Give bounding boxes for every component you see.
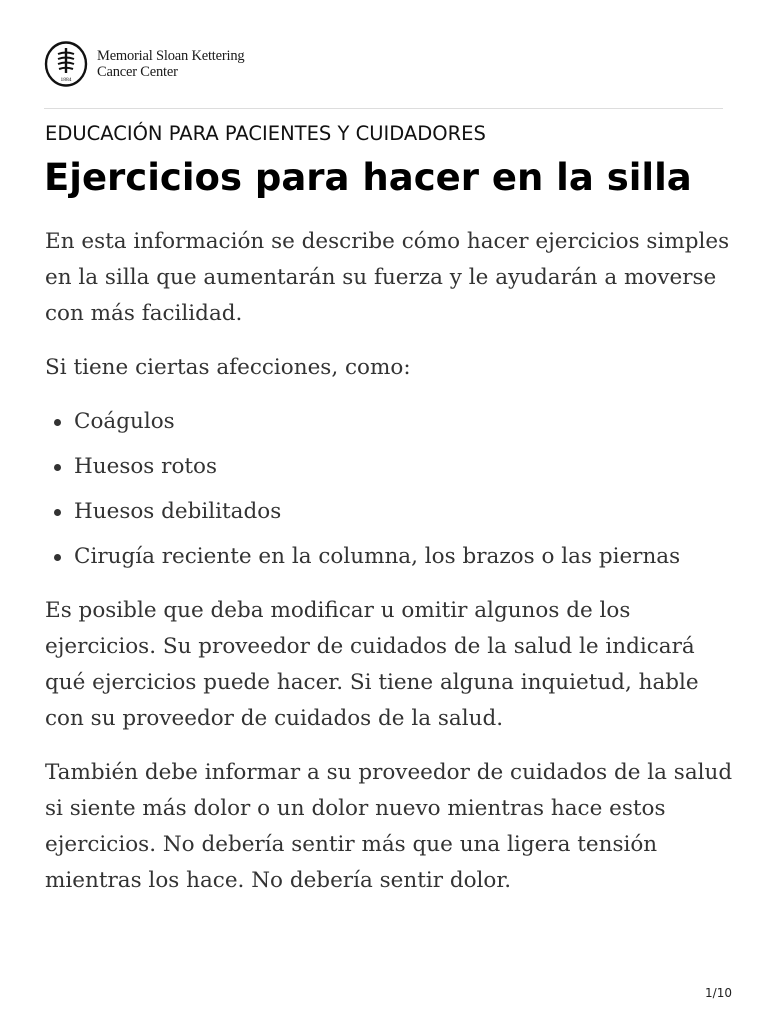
list-item-text: Huesos rotos — [74, 454, 218, 479]
bullet-icon — [54, 419, 61, 426]
intro-paragraph: En esta información se describe cómo hacer ejercicios simples en la silla que aumentarán su fuerza y le ayudarán a moverse con más facilidad. — [45, 229, 730, 326]
logo-line-1: Memorial Sloan Kettering — [97, 48, 245, 64]
list-item — [45, 539, 735, 575]
list-item — [45, 404, 735, 440]
modify-paragraph: Es posible que deba modificar u omitir algunos de los ejercicios. Su proveedor de cuidados de la salud le indicará qué ejercicios puede hacer. Si tiene alguna inquietud, hable con su proveedor de cuidados de la salud. — [45, 598, 699, 731]
bullet-icon — [54, 464, 61, 471]
msk-logo-icon — [44, 41, 88, 87]
page-number: 1/10 — [705, 986, 732, 1000]
bullet-icon — [54, 554, 61, 561]
main-content — [45, 224, 735, 917]
logo-line-2: Cancer Center — [97, 64, 178, 80]
bullet-icon — [54, 509, 61, 516]
header — [44, 38, 244, 90]
list-item — [45, 494, 735, 530]
list-item — [45, 449, 735, 485]
logo-year: 1884 — [60, 77, 72, 83]
conditions-list — [45, 404, 735, 575]
pain-paragraph: También debe informar a su proveedor de cuidados de la salud si siente más dolor o un dolor nuevo mientras hace estos ejercicios. No debería sentir más que una ligera tensión mientras los hace. No debería sentir dolor. — [45, 760, 733, 893]
list-item-text: Cirugía reciente en la columna, los brazos o las piernas — [74, 544, 681, 569]
logo-wordmark — [97, 48, 244, 80]
header-divider — [44, 108, 723, 109]
list-item-text: Huesos debilitados — [74, 499, 282, 524]
conditions-lead-paragraph: Si tiene ciertas afecciones, como: — [45, 355, 411, 380]
section-eyebrow: EDUCACIÓN PARA PACIENTES Y CUIDADORES — [45, 122, 486, 145]
list-item-text: Coágulos — [74, 409, 175, 434]
page-title: Ejercicios para hacer en la silla — [44, 156, 692, 199]
